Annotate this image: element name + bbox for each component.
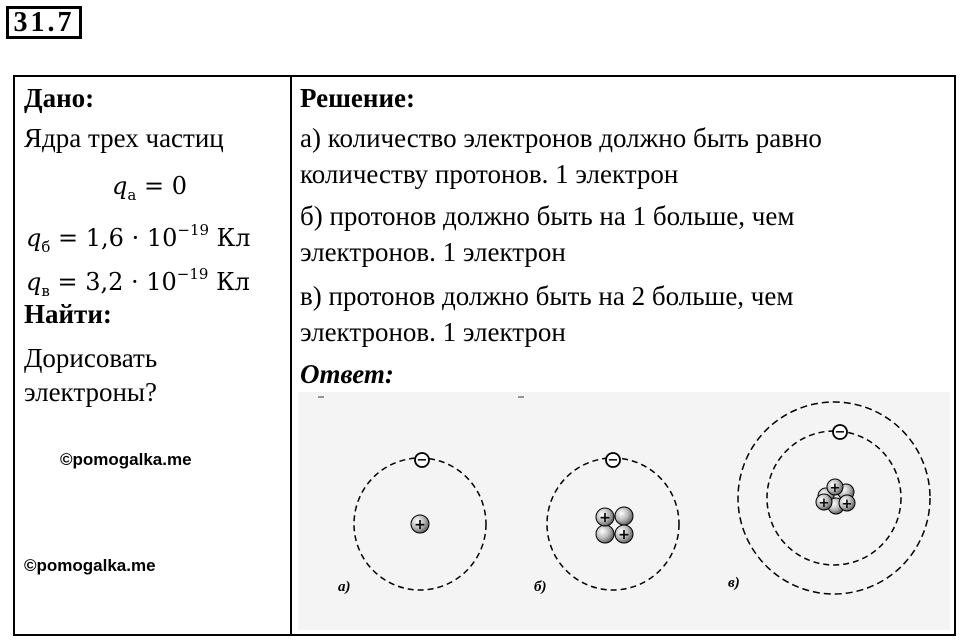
charge-b: $q_б = 1,6 \cdot 10^{-19}$ Кл xyxy=(26,221,251,256)
figure-label-a: а) xyxy=(338,579,351,595)
neutron xyxy=(615,507,633,525)
watermark: ©pomogalka.me xyxy=(24,556,156,575)
solution-a-line-1: а) количество электронов должно быть равно xyxy=(300,123,822,153)
atom-diagrams xyxy=(298,392,950,630)
charge-a: $q_а = 0$ xyxy=(112,172,187,204)
find-line-1: Дорисовать xyxy=(24,343,158,373)
figure-label-v: в) xyxy=(728,575,740,591)
solution-v-line-1: в) протонов должно быть на 2 больше, чем xyxy=(300,281,794,311)
proton xyxy=(411,515,429,533)
answer-title: Ответ: xyxy=(300,359,394,389)
solution-title: Решение: xyxy=(300,83,415,113)
svg-text:+: + xyxy=(599,510,611,526)
proton xyxy=(596,508,614,526)
electron xyxy=(606,453,620,468)
watermark: ©pomogalka.me xyxy=(60,450,192,469)
neutron xyxy=(596,525,614,543)
proton xyxy=(615,525,633,543)
svg-text:+: + xyxy=(618,527,630,543)
svg-text:−: − xyxy=(834,425,846,440)
solution-a-line-2: количеству протонов. 1 электрон xyxy=(300,159,679,189)
electron xyxy=(415,453,429,468)
given-text: Ядра трех частиц xyxy=(24,123,224,153)
svg-text:−: − xyxy=(416,453,428,468)
figure-label-b: б) xyxy=(534,579,547,595)
svg-text:+: + xyxy=(414,517,426,533)
find-line-2: электроны? xyxy=(24,377,158,407)
svg-text:+: + xyxy=(818,496,830,511)
svg-text:+: + xyxy=(829,481,841,496)
solution-b-line-2: электронов. 1 электрон xyxy=(300,237,566,267)
electron xyxy=(833,425,847,440)
given-title: Дано: xyxy=(24,83,95,113)
svg-text:+: + xyxy=(841,497,853,512)
problem-number: 31.7 xyxy=(6,6,82,39)
find-title: Найти: xyxy=(24,299,112,329)
column-divider xyxy=(290,75,292,636)
solution-b-line-1: б) протонов должно быть на 1 больше, чем xyxy=(300,201,795,231)
solution-v-line-2: электронов. 1 электрон xyxy=(300,317,566,347)
svg-text:−: − xyxy=(607,453,619,468)
charge-v: $q_в = 3,2 \cdot 10^{-19}$ Кл xyxy=(26,265,250,300)
